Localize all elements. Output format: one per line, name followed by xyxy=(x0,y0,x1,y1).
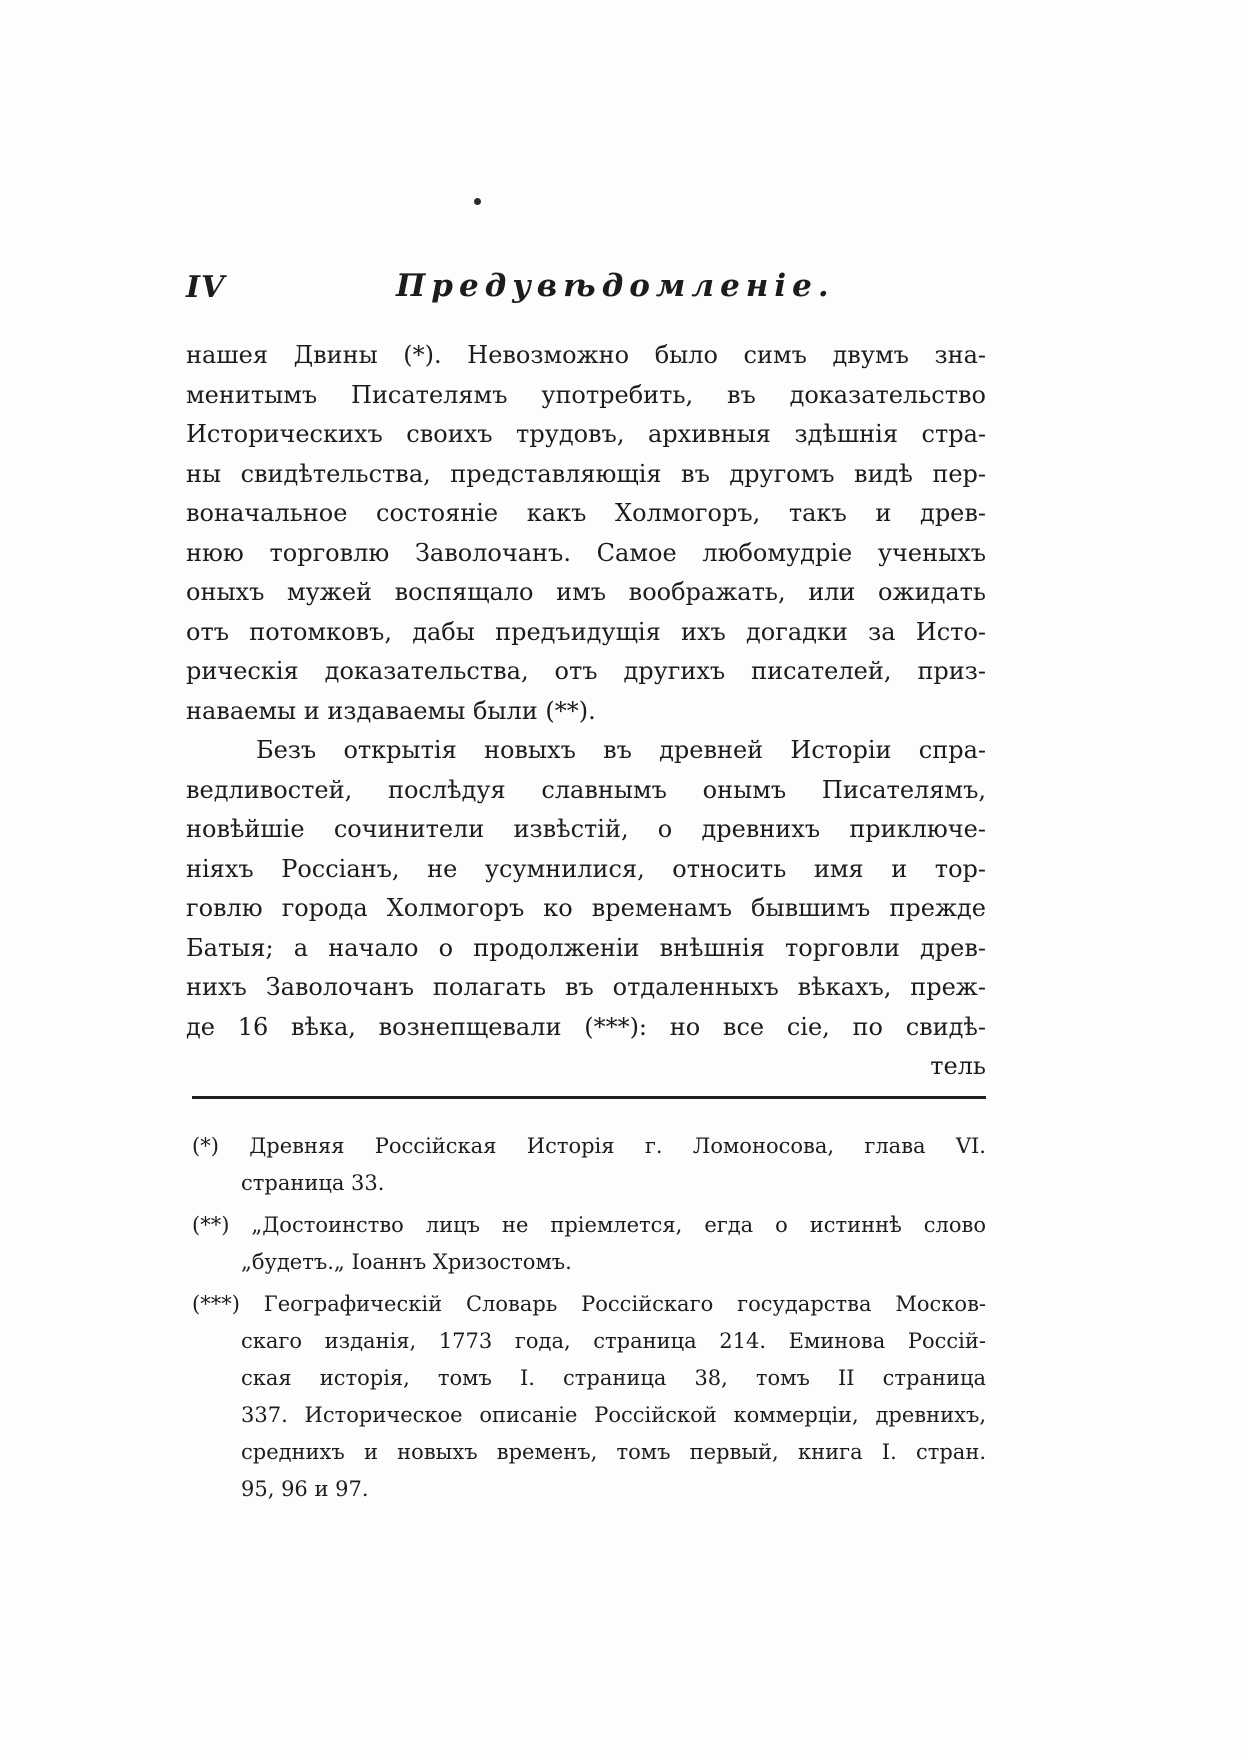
text-line: оныхъ мужей воспящало имъ воображать, или ожидать xyxy=(186,578,986,606)
footnote-line: страница 33. xyxy=(241,1171,385,1195)
footnote-line: (***) Географическій Словарь Россійскаго государства Москов- xyxy=(192,1292,986,1316)
footnotes xyxy=(192,1128,986,1508)
footnote-line: среднихъ и новыхъ временъ, томъ первый, книга I. стран. xyxy=(241,1440,986,1464)
text-line: отъ потомковъ, дабы предъидущія ихъ догадки за Исто- xyxy=(186,617,986,646)
text-line: рическія доказательства, отъ другихъ писателей, приз- xyxy=(186,657,986,685)
main-text xyxy=(186,336,986,1087)
text-line: Историческихъ своихъ трудовъ, архивныя здѣшнія стра- xyxy=(186,420,986,448)
page-number: IV xyxy=(186,270,226,305)
footnote-line: 95, 96 и 97. xyxy=(241,1477,369,1501)
printer-mark xyxy=(474,198,481,205)
text-line: Батыя; а начало о продолженіи внѣшнія торговли древ- xyxy=(186,933,986,962)
text-line: нашея Двины (*). Невозможно было симъ двумъ зна- xyxy=(186,341,986,369)
text-line: наваемы и издаваемы были (**). xyxy=(186,696,596,725)
text-line: нюю торговлю Заволочанъ. Самое любомудріе ученыхъ xyxy=(186,538,986,567)
footnote-line: ская исторія, томъ I. страница 38, томъ II страница xyxy=(241,1366,986,1390)
footnote-line: (*) Древняя Россійская Исторія г. Ломоносова, глава VI. xyxy=(192,1134,986,1158)
footnote-line: (**) „Достоинство лицъ не пріемлется, егда о истиннѣ слово xyxy=(192,1213,986,1237)
footnote-line: скаго изданія, 1773 года, страница 214. Еминова Россій- xyxy=(241,1329,986,1353)
footnote-line: 337. Историческое описаніе Россійской коммерціи, древнихъ, xyxy=(241,1403,986,1427)
text-line: Безъ открытія новыхъ въ древней Исторіи спра- xyxy=(256,736,986,764)
text-line: де 16 вѣка, вознепщевали (***): но все сіе, по свидѣ- xyxy=(186,1012,986,1041)
text-line: говлю города Холмогоръ ко временамъ бывшимъ прежде xyxy=(186,894,986,922)
footnote-line: „будетъ.„ Іоаннъ Хризостомъ. xyxy=(241,1250,572,1274)
text-line: ніяхъ Россіанъ, не усумнилися, относить имя и тор- xyxy=(186,854,986,883)
text-line: ны свидѣтельства, представляющія въ другомъ видѣ пер- xyxy=(186,459,986,488)
text-line: ведливостей, послѣдуя славнымъ онымъ Писателямъ, xyxy=(186,775,986,804)
footnote-rule xyxy=(192,1096,986,1099)
text-line: менитымъ Писателямъ употребить, въ доказательство xyxy=(186,380,986,409)
text-line: воначальное состояніе какъ Холмогоръ, такъ и древ- xyxy=(186,499,986,527)
text-line: новѣйшіе сочинители извѣстій, о древнихъ приключе- xyxy=(186,815,986,843)
catchword: тель xyxy=(930,1052,986,1080)
running-title: Предувѣдомленіе. xyxy=(396,268,835,304)
text-line: нихъ Заволочанъ полагать въ отдаленныхъ вѣкахъ, преж- xyxy=(186,973,986,1001)
